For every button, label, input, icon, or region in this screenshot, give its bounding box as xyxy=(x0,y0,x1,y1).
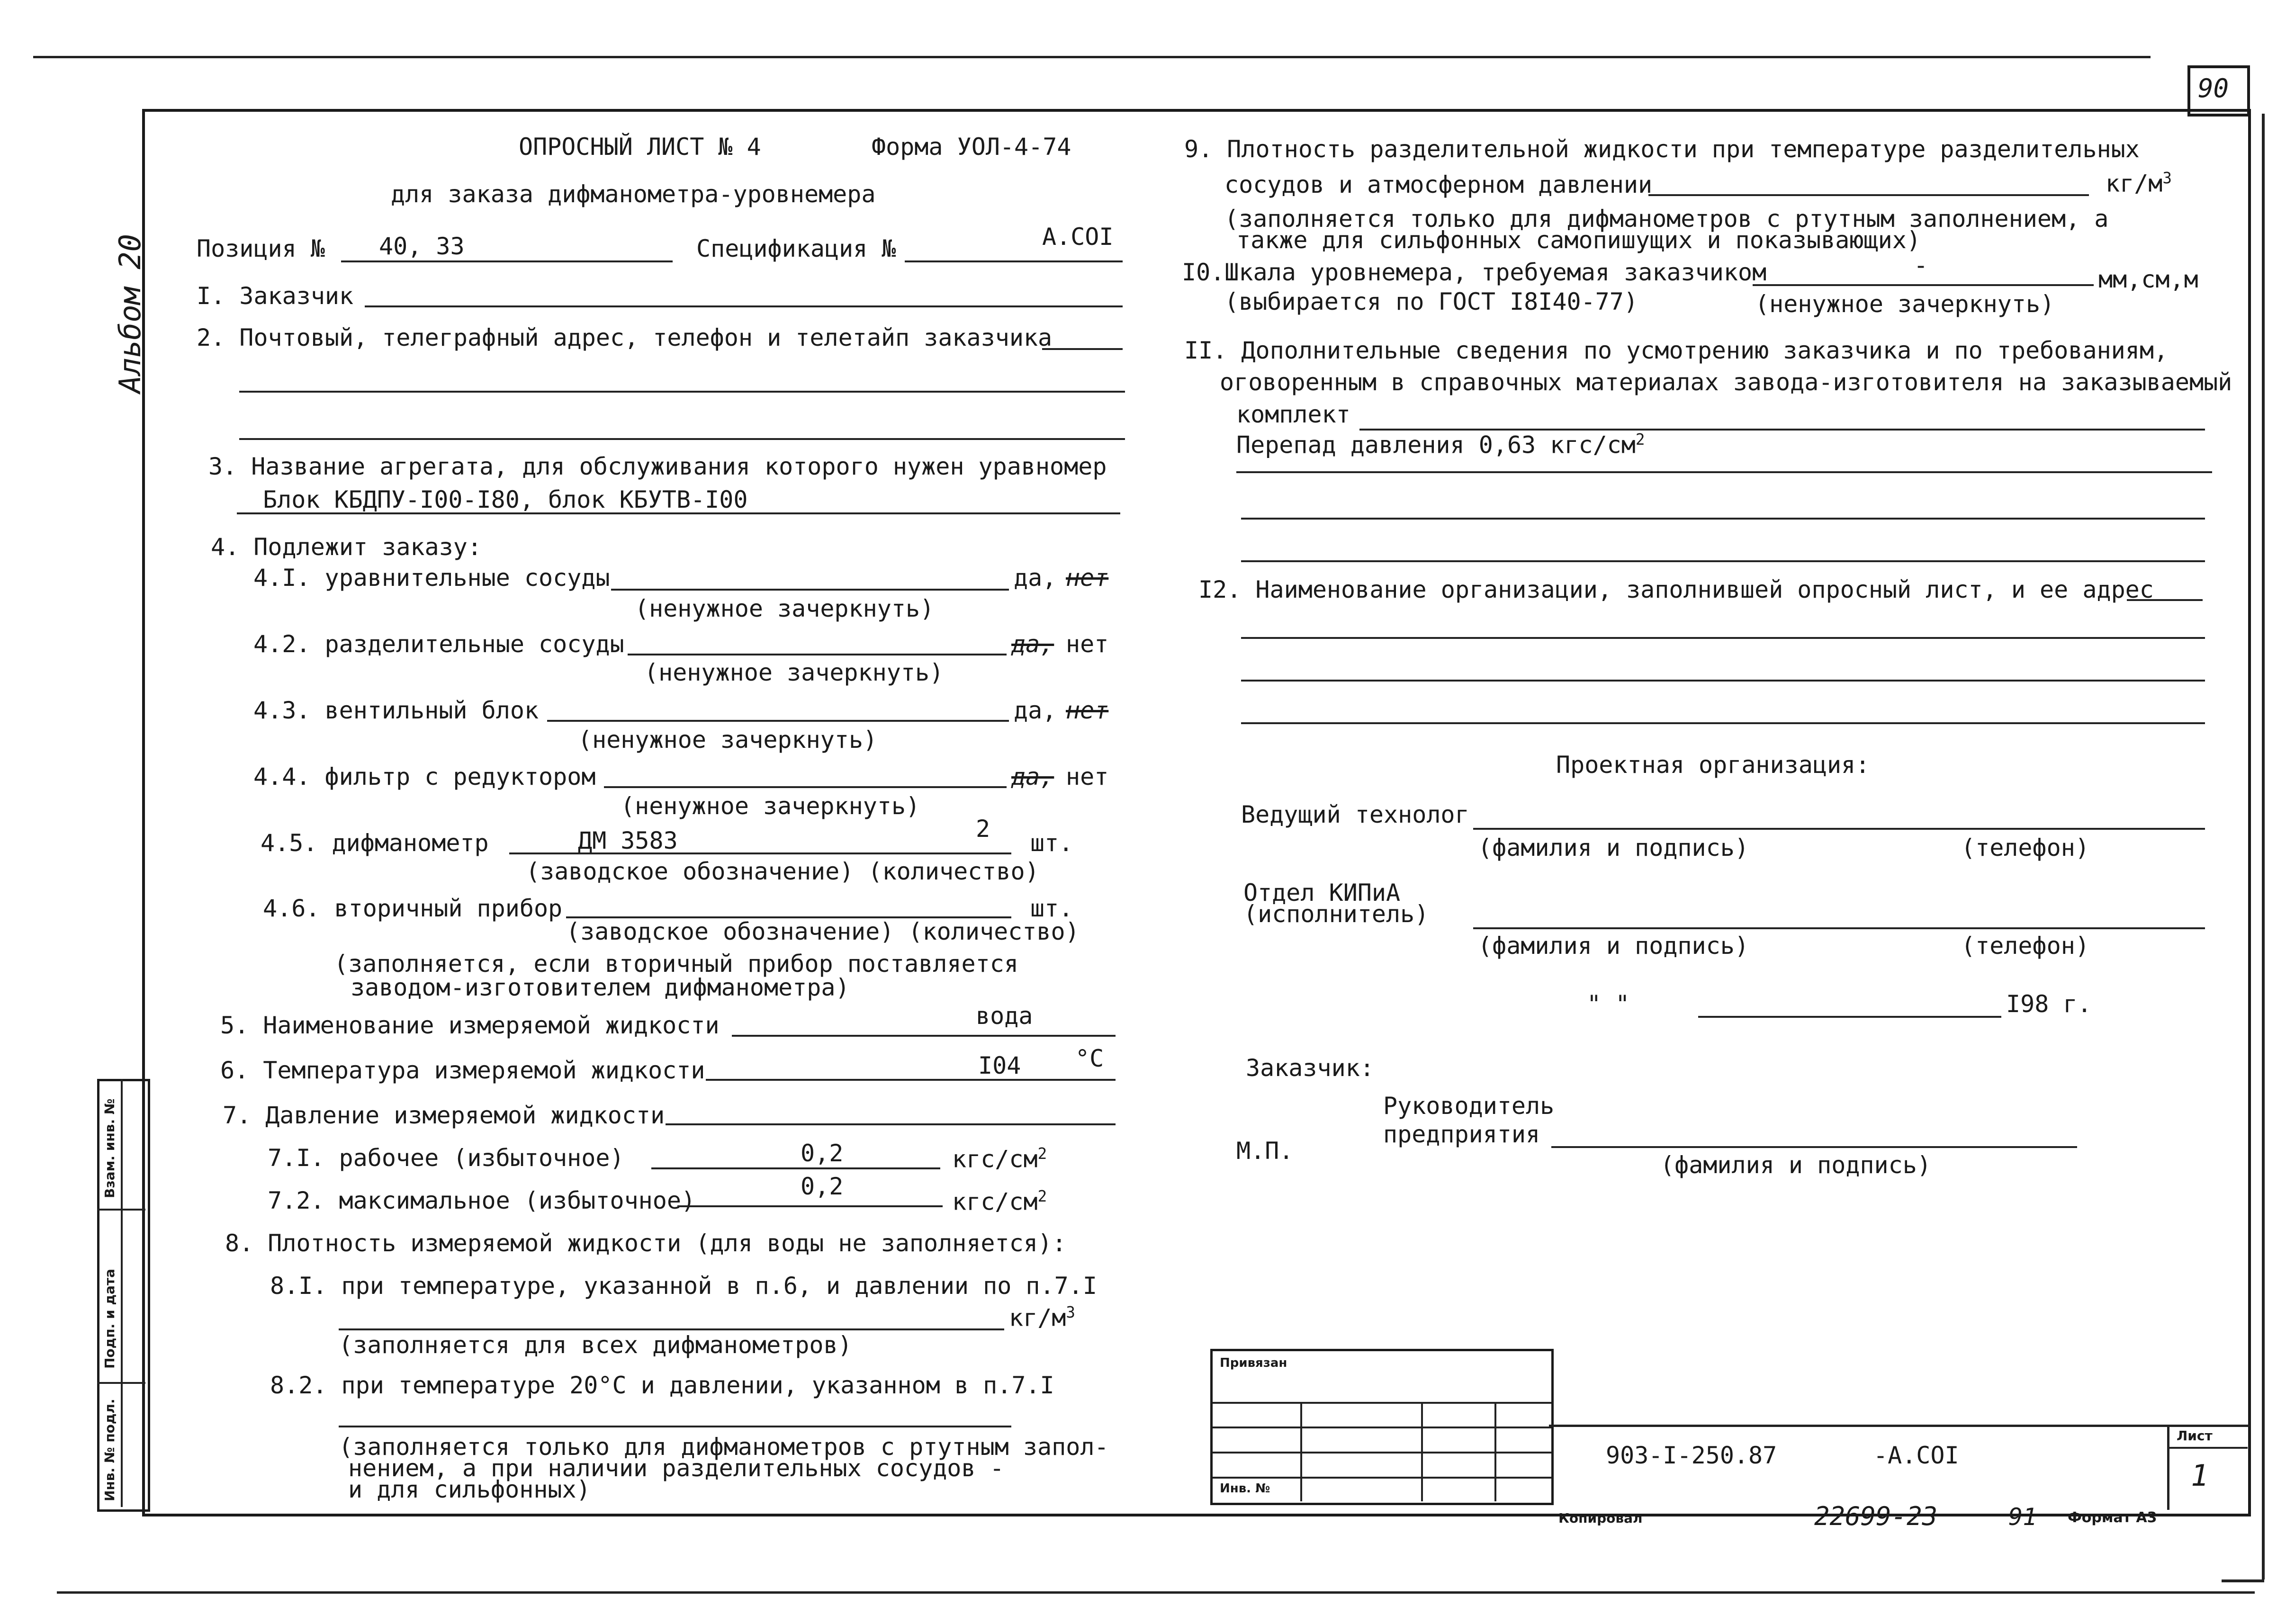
item-4-3: 4.3. вентильный блок xyxy=(253,697,539,724)
fio-sign-1: (фамилия и подпись) xyxy=(1478,834,1749,861)
item-4-3-no: нет xyxy=(1066,697,1109,724)
right-frame-edge xyxy=(2262,114,2265,1579)
item-7-2: 7.2. максимальное (избыточное) xyxy=(268,1187,696,1214)
item-6: 6. Температура измеряемой жидкости xyxy=(220,1057,705,1084)
item-10-unit: мм,см,м xyxy=(2098,266,2198,293)
item-11-line3: комплект xyxy=(1236,401,1350,428)
main-frame xyxy=(142,109,2251,1516)
item-4-5-qty: 2 xyxy=(976,815,990,843)
item-4-1-no: нет xyxy=(1066,564,1109,592)
item-4-4-no: нет xyxy=(1066,763,1109,790)
cross-note-4: (ненужное зачеркнуть) xyxy=(621,792,920,820)
manager-label-1: Руководитель xyxy=(1383,1092,1555,1120)
date-year: I98 г. xyxy=(2006,990,2092,1018)
item-4-4-yes: да, xyxy=(1011,763,1054,790)
bottom-rule xyxy=(57,1591,2255,1594)
item-1: I. Заказчик xyxy=(197,282,354,310)
archive-number: 22699-23 xyxy=(1814,1501,1938,1531)
copied-label: Копировал xyxy=(1558,1510,1643,1526)
cross-note-1: (ненужное зачеркнуть) xyxy=(635,595,935,622)
phone-2: (телефон) xyxy=(1961,932,2089,960)
executor-label: (исполнитель) xyxy=(1243,900,1429,928)
inv-orig-label: Инв. № подл. xyxy=(102,1399,117,1501)
manager-label-2: предприятия xyxy=(1383,1121,1540,1148)
item-11-line1: II. Дополнительные сведения по усмотрению заказчика и по требованиям, xyxy=(1184,337,2169,364)
item-4-5-value: ДМ 3583 xyxy=(578,827,678,854)
phone-1: (телефон) xyxy=(1961,834,2089,861)
item-9-line1: 9. Плотность разделительной жидкости при температуре разделительных xyxy=(1184,135,2140,163)
lead-technologist: Ведущий технолог xyxy=(1241,801,1469,828)
item-9-line2: сосудов и атмосферном давлении xyxy=(1224,171,1653,198)
item-7-2-unit: кгс/$см^2$ xyxy=(952,1187,1047,1216)
item-9-note1: (заполняется только для дифманометров с ртутным заполнением, а xyxy=(1224,205,2109,233)
kip-department: Отдел КИПиА xyxy=(1243,879,1401,906)
sheet-label: Лист xyxy=(2177,1428,2213,1444)
item-4: 4. Подлежит заказу: xyxy=(211,533,482,561)
item-7-2-value: 0,2 xyxy=(801,1173,844,1200)
item-4-3-yes: да, xyxy=(1014,697,1057,724)
item-5: 5. Наименование измеряемой жидкости xyxy=(220,1012,720,1039)
sheet-number: 90 xyxy=(2198,73,2229,103)
item-4-2-no: нет xyxy=(1066,630,1109,658)
item-8-2-note1: (заполняется только для дифманометров с ртутным запол- xyxy=(339,1433,1109,1461)
item-5-value: вода xyxy=(976,1002,1033,1030)
item-3-value: Блок КБДПУ-I00-I80, блок КБУТВ-I00 xyxy=(263,486,748,513)
item-4-5: 4.5. дифманометр xyxy=(261,829,489,857)
item-8-1-note: (заполняется для всех дифманометров) xyxy=(339,1331,852,1359)
item-4-1-yes: да, xyxy=(1014,564,1057,592)
item-10: I0.Шкала уровнемера, требуемая заказчиком xyxy=(1182,259,1767,286)
item-4-1: 4.I. уравнительные сосуды xyxy=(253,564,610,592)
spec-value: А.СОI xyxy=(1042,223,1114,251)
item-4-5-note: (заводское обозначение) (количество) xyxy=(526,858,1039,885)
inv-number-label: Инв. № xyxy=(1220,1481,1270,1496)
sheet-value: 1 xyxy=(2191,1458,2209,1493)
item-8-1-unit: $кг/м^3$ xyxy=(1009,1303,1075,1332)
form-title: ОПРОСНЫЙ ЛИСТ № 4 xyxy=(519,133,761,161)
item-4-4: 4.4. фильтр с редуктором xyxy=(253,763,596,790)
cross-note-2: (ненужное зачеркнуть) xyxy=(644,659,944,686)
item-11-value: Перепад давления 0,63 кгс/$см^2$ xyxy=(1236,431,1645,459)
top-rule xyxy=(33,56,2151,58)
item-4-2-yes: да, xyxy=(1011,630,1054,658)
cross-note-3: (ненужное зачеркнуть) xyxy=(578,726,878,754)
document-code: 903-I-250.87 xyxy=(1606,1442,1777,1469)
item-8-2-note2: нением, а при наличии разделительных сосудов - xyxy=(348,1454,1004,1482)
item-7-1: 7.I. рабочее (избыточное) xyxy=(268,1144,624,1172)
item-10-value: - xyxy=(1914,251,1928,279)
item-8-2-note3: и для сильфонных) xyxy=(348,1476,591,1503)
item-4-2: 4.2. разделительные сосуды xyxy=(253,630,624,658)
item-8-2: 8.2. при температуре 20°С и давлении, указанном в п.7.I xyxy=(270,1372,1054,1399)
item-3: 3. Название агрегата, для обслуживания которого нужен уравномер xyxy=(208,453,1107,480)
item-4-6-note2: (заполняется, если вторичный прибор поставляется xyxy=(334,950,1018,978)
form-code: Форма УОЛ-4-74 xyxy=(872,133,1071,161)
item-4-6: 4.6. вторичный прибор xyxy=(263,895,563,922)
fio-sign-3: (фамилия и подпись) xyxy=(1660,1151,1931,1179)
form-subtitle: для заказа дифманометра-уровнемера xyxy=(391,180,876,208)
date-quotes: " " xyxy=(1587,990,1630,1018)
position-label: Позиция № xyxy=(197,235,325,262)
item-11-line2: оговоренным в справочных материалах завода-изготовителя на заказываемый xyxy=(1220,368,2232,396)
bound-label: Привязан xyxy=(1220,1356,1287,1370)
stamp-place: М.П. xyxy=(1236,1137,1294,1165)
fio-sign-2: (фамилия и подпись) xyxy=(1478,932,1749,960)
item-4-6-note3: заводом-изготовителем дифманометра) xyxy=(351,974,850,1001)
item-8: 8. Плотность измеряемой жидкости (для воды не заполняется): xyxy=(225,1229,1067,1257)
item-4-6-note: (заводское обозначение) (количество) xyxy=(566,918,1080,945)
item-6-value: I04 xyxy=(978,1052,1021,1079)
item-4-5-unit: шт. xyxy=(1030,829,1073,857)
vzam-label: Взам. инв. № xyxy=(102,1098,117,1198)
item-12: I2. Наименование организации, заполнившей опросный лист, и ее адрес xyxy=(1198,576,2154,603)
position-value: 40, 33 xyxy=(379,233,465,260)
item-2: 2. Почтовый, телеграфный адрес, телефон и телетайп заказчика xyxy=(197,324,1053,351)
item-9-unit: $кг/м^3$ xyxy=(2106,169,2172,197)
document-suffix: -А.СОI xyxy=(1873,1442,1959,1469)
item-10-cross: (ненужное зачеркнуть) xyxy=(1755,290,2055,318)
archive-number-2: 91 xyxy=(2008,1503,2037,1531)
project-org-heading: Проектная организация: xyxy=(1556,751,1870,779)
item-7-1-value: 0,2 xyxy=(801,1139,844,1167)
item-7-1-unit: кгс/$см^2$ xyxy=(952,1145,1047,1173)
item-7: 7. Давление измеряемой жидкости xyxy=(223,1102,665,1129)
item-10-note: (выбирается по ГОСТ I8I40-77) xyxy=(1224,288,1638,315)
item-4-6-unit: шт. xyxy=(1030,895,1073,922)
sign-date-label: Подп. и дата xyxy=(102,1268,117,1369)
spec-label: Спецификация № xyxy=(696,235,896,262)
item-6-unit: °С xyxy=(1075,1045,1104,1072)
item-9-note2: также для сильфонных самопишущих и показывающих) xyxy=(1236,226,1921,254)
album-label: Альбом 20 xyxy=(113,234,147,393)
customer-label: Заказчик: xyxy=(1246,1054,1374,1082)
item-8-1: 8.I. при температуре, указанной в п.6, и давлении по п.7.I xyxy=(270,1272,1097,1300)
format-label: Формат А3 xyxy=(2068,1509,2157,1526)
